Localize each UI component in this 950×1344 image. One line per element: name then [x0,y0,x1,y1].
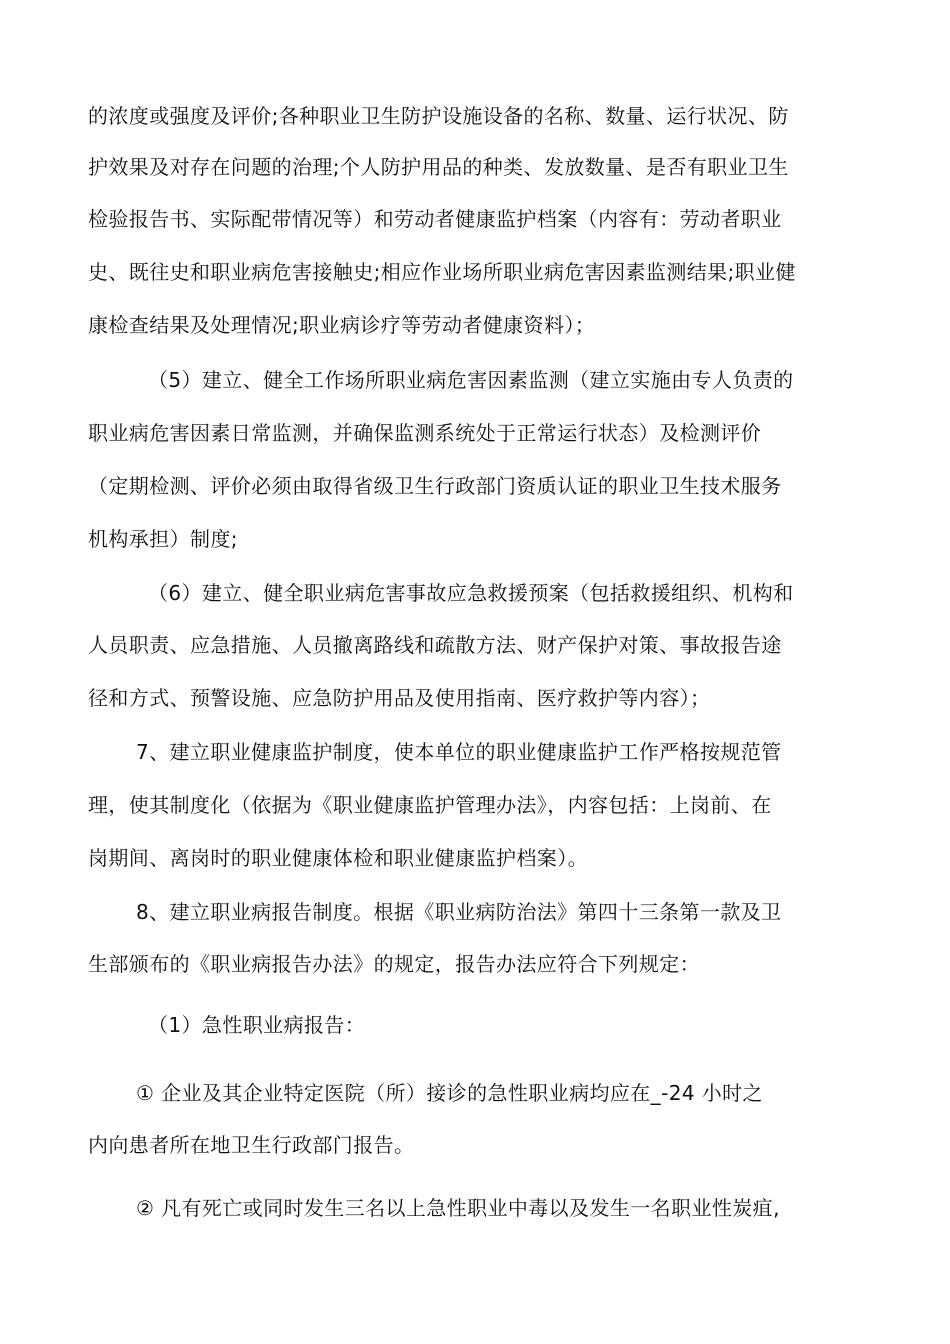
text-line: 内向患者所在地卫生行政部门报告。 [88,1133,415,1157]
subheading-acute-report: （1）急性职业病报告： [148,1013,366,1037]
list-item-2-start: ② 凡有死亡或同时发生三名以上急性职业中毒以及发生一名职业性炭疽, [136,1196,780,1220]
text-line: 的浓度或强度及评价;各种职业卫生防护设施设备的名称、数量、运行状况、防 [88,104,789,128]
paragraph-7-start: 7、建立职业健康监护制度，使本单位的职业健康监护工作严格按规范管 [136,740,782,764]
text-line: 史、既往史和职业病危害接触史;相应作业场所职业病危害因素监测结果;职业健 [88,260,796,284]
text-line: （定期检测、评价必须由取得省级卫生行政部门资质认证的职业卫生技术服务 [88,474,782,498]
text-line: 职业病危害因素日常监测，并确保监测系统处于正常运行状态）及检测评价 [88,421,762,445]
list-item-1-start: ① 企业及其企业特定医院（所）接诊的急性职业病均应在_-24 小时之 [136,1081,763,1105]
paragraph-5-start: （5）建立、健全工作场所职业病危害因素监测（建立实施由专人负责的 [148,368,794,392]
text-line: 检验报告书、实际配带情况等）和劳动者健康监护档案（内容有：劳动者职业 [88,207,782,231]
text-line: 理，使其制度化（依据为《职业健康监护管理办法》，内容包括：上岗前、在 [88,793,772,817]
text-line: 康检查结果及处理情况;职业病诊疗等劳动者健康资料）； [88,313,596,337]
text-line: 岗期间、离岗时的职业健康体检和职业健康监护档案）。 [88,846,588,870]
paragraph-6-start: （6）建立、健全职业病危害事故应急救援预案（包括救援组织、机构和 [148,581,794,605]
text-line: 生部颁布的《职业病报告办法》的规定，报告办法应符合下列规定： [88,952,700,976]
paragraph-8-start: 8、建立职业病报告制度。根据《职业病防治法》第四十三条第一款及卫 [136,900,782,924]
text-line: 人员职责、应急措施、人员撤离路线和疏散方法、财产保护对策、事故报告途 [88,633,782,657]
text-line: 机构承担）制度; [88,527,238,551]
text-line: 径和方式、预警设施、应急防护用品及使用指南、医疗救护等内容）； [88,686,711,710]
text-line: 护效果及对存在问题的治理;个人防护用品的种类、发放数量、是否有职业卫生 [88,155,789,179]
